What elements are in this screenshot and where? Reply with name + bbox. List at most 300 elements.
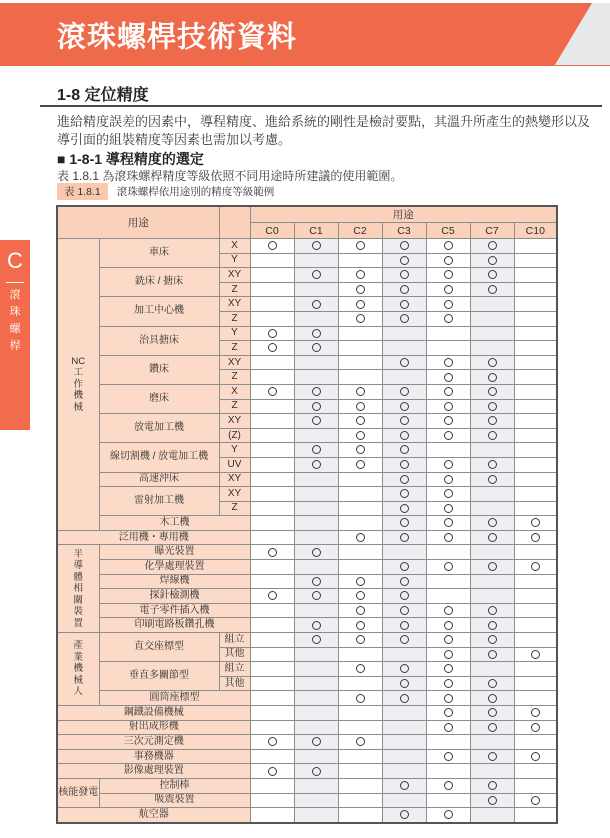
grade-cell-C0 [250, 808, 294, 823]
grade-cell-C10 [514, 618, 557, 633]
recommended-circle-mark [268, 591, 277, 600]
recommended-circle-mark [400, 810, 409, 819]
recommended-circle-mark [356, 270, 365, 279]
grade-cell-C3 [382, 778, 426, 793]
recommended-circle-mark [444, 664, 453, 673]
grade-cell-C3 [382, 633, 426, 648]
recommended-circle-mark [488, 402, 497, 411]
grade-cell-C0 [250, 545, 294, 560]
row-label: (Z) [219, 428, 250, 443]
grade-cell-C10 [514, 749, 557, 764]
recommended-circle-mark [488, 635, 497, 644]
row-label: 雷射加工機 [99, 487, 219, 516]
recommended-circle-mark [400, 679, 409, 688]
recommended-circle-mark [444, 489, 453, 498]
recommended-circle-mark [312, 737, 321, 746]
recommended-circle-mark [312, 591, 321, 600]
grade-cell-C1 [294, 516, 338, 531]
grade-cell-C1 [294, 749, 338, 764]
grade-cell-C10 [514, 282, 557, 297]
grade-cell-C10 [514, 676, 557, 691]
grade-cell-C3 [382, 589, 426, 604]
recommended-circle-mark [400, 518, 409, 527]
subsection-title: ■ 1-8-1 導程精度的選定 [57, 151, 204, 167]
grade-cell-C7 [470, 706, 514, 721]
recommended-circle-mark [488, 373, 497, 382]
grade-cell-C5 [426, 778, 470, 793]
grade-cell-C10 [514, 428, 557, 443]
table-row [57, 749, 557, 764]
row-label: Z [219, 399, 250, 414]
recommended-circle-mark [400, 387, 409, 396]
grade-cell-C7 [470, 574, 514, 589]
grade-cell-C3 [382, 472, 426, 487]
grade-cell-C2 [338, 662, 382, 677]
recommended-circle-mark [356, 314, 365, 323]
table-row [57, 297, 557, 312]
recommended-circle-mark [356, 591, 365, 600]
table-row [57, 384, 557, 399]
grade-cell-C5 [426, 501, 470, 516]
corner-header: 用途 [57, 206, 219, 239]
grade-cell-C1 [294, 472, 338, 487]
grade-cell-C2 [338, 691, 382, 706]
grade-cell-C5 [426, 472, 470, 487]
grade-cell-C0 [250, 633, 294, 648]
row-label: Y [219, 326, 250, 341]
grade-cell-C1 [294, 501, 338, 516]
grade-cell-C2 [338, 633, 382, 648]
table-row [57, 239, 557, 254]
grade-cell-C7 [470, 297, 514, 312]
grade-cell-C5 [426, 735, 470, 750]
grade-cell-C3 [382, 414, 426, 429]
recommended-circle-mark [400, 402, 409, 411]
recommended-circle-mark [312, 621, 321, 630]
grade-cell-C7 [470, 311, 514, 326]
table-row [57, 691, 557, 706]
grade-cell-C1 [294, 778, 338, 793]
grade-cell-C3 [382, 560, 426, 575]
grade-cell-C0 [250, 764, 294, 779]
recommended-circle-mark [400, 533, 409, 542]
grade-cell-C1 [294, 706, 338, 721]
group-label-line: 相 [73, 583, 83, 594]
grade-cell-C1 [294, 793, 338, 808]
recommended-circle-mark [444, 241, 453, 250]
grade-cell-C0 [250, 603, 294, 618]
grade-cell-C1 [294, 443, 338, 458]
table-row [57, 603, 557, 618]
intro-line: 導引面的組裝精度等因素也需加以考慮。 [57, 132, 292, 147]
grade-cell-C7 [470, 457, 514, 472]
grade-column-header-C1: C1 [294, 223, 338, 239]
recommended-circle-mark [312, 387, 321, 396]
chapter-letter: C [7, 248, 23, 273]
grade-cell-C10 [514, 589, 557, 604]
recommended-circle-mark [488, 650, 497, 659]
recommended-circle-mark [400, 358, 409, 367]
row-label: 曝光裝置 [99, 545, 250, 560]
grade-cell-C10 [514, 239, 557, 254]
grade-cell-C7 [470, 808, 514, 823]
row-label: 線切割機 / 放電加工機 [99, 443, 219, 472]
grade-cell-C3 [382, 268, 426, 283]
grade-cell-C0 [250, 443, 294, 458]
grade-cell-C2 [338, 545, 382, 560]
grade-cell-C1 [294, 326, 338, 341]
usage-header: 用途 [250, 206, 557, 223]
row-label: UV [219, 457, 250, 472]
grade-cell-C2 [338, 239, 382, 254]
recommended-circle-mark [400, 562, 409, 571]
recommended-circle-mark [400, 314, 409, 323]
grade-cell-C5 [426, 370, 470, 385]
recommended-circle-mark [356, 285, 365, 294]
recommended-circle-mark [356, 577, 365, 586]
recommended-circle-mark [400, 606, 409, 615]
recommended-circle-mark [312, 300, 321, 309]
recommended-circle-mark [312, 343, 321, 352]
recommended-circle-mark [444, 285, 453, 294]
grade-cell-C7 [470, 720, 514, 735]
table-row [57, 764, 557, 779]
grade-cell-C1 [294, 764, 338, 779]
grade-cell-C0 [250, 414, 294, 429]
grade-cell-C5 [426, 282, 470, 297]
recommended-circle-mark [444, 533, 453, 542]
grade-cell-C0 [250, 268, 294, 283]
row-label: 射出成形機 [57, 720, 250, 735]
row-label: 組立 [219, 633, 250, 648]
grade-cell-C5 [426, 487, 470, 502]
group-label-line: 置 [73, 617, 83, 629]
grade-cell-C1 [294, 239, 338, 254]
recommended-circle-mark [312, 548, 321, 557]
recommended-circle-mark [444, 314, 453, 323]
group-label-line: 作 [73, 378, 83, 390]
table-row [57, 589, 557, 604]
row-label: XY [219, 297, 250, 312]
group-label-line: 體 [73, 571, 83, 583]
recommended-circle-mark [444, 723, 453, 732]
grade-cell-C5 [426, 268, 470, 283]
grade-cell-C5 [426, 253, 470, 268]
grade-cell-C5 [426, 399, 470, 414]
recommended-circle-mark [268, 737, 277, 746]
row-label: 鋼鐵設備機械 [57, 706, 250, 721]
grade-cell-C10 [514, 384, 557, 399]
row-label: 控制棒 [99, 778, 250, 793]
row-label: XY [219, 487, 250, 502]
grade-cell-C7 [470, 662, 514, 677]
row-label: 化學處理裝置 [99, 560, 250, 575]
table-row [57, 618, 557, 633]
recommended-circle-mark [488, 270, 497, 279]
banner-title: 滾珠螺桿技術資料 [57, 21, 298, 53]
grade-cell-C7 [470, 326, 514, 341]
recommended-circle-mark [444, 621, 453, 630]
accuracy-grade-table-wrap [56, 205, 558, 824]
recommended-circle-mark [444, 518, 453, 527]
row-label: 鑽床 [99, 355, 219, 384]
row-label: XY [219, 355, 250, 370]
row-label: 事務機器 [57, 749, 250, 764]
section-title: 1-8 定位精度 [57, 87, 149, 104]
grade-cell-C0 [250, 311, 294, 326]
grade-cell-C3 [382, 647, 426, 662]
grade-cell-C3 [382, 545, 426, 560]
grade-cell-C10 [514, 808, 557, 823]
section-title-rule [40, 105, 602, 107]
recommended-circle-mark [400, 270, 409, 279]
grade-cell-C0 [250, 530, 294, 545]
grade-cell-C0 [250, 735, 294, 750]
grade-cell-C10 [514, 487, 557, 502]
grade-cell-C3 [382, 311, 426, 326]
recommended-circle-mark [400, 504, 409, 513]
grade-cell-C1 [294, 355, 338, 370]
row-label: 吸震裝置 [99, 793, 250, 808]
grade-cell-C7 [470, 691, 514, 706]
grade-cell-C7 [470, 501, 514, 516]
recommended-circle-mark [312, 460, 321, 469]
row-label: 治具搪床 [99, 326, 219, 355]
recommended-circle-mark [312, 329, 321, 338]
group-label-line: 械 [73, 401, 83, 413]
grade-cell-C7 [470, 282, 514, 297]
row-label: 車床 [99, 239, 219, 268]
row-label: 銑床 / 搪床 [99, 268, 219, 297]
grade-cell-C0 [250, 589, 294, 604]
grade-cell-C0 [250, 239, 294, 254]
grade-cell-C10 [514, 662, 557, 677]
grade-cell-C5 [426, 706, 470, 721]
grade-cell-C1 [294, 311, 338, 326]
grade-cell-C10 [514, 472, 557, 487]
axis-column-header [219, 206, 250, 239]
grade-cell-C7 [470, 516, 514, 531]
row-label: 高速沖床 [99, 472, 219, 487]
recommended-circle-mark [488, 562, 497, 571]
recommended-circle-mark [531, 562, 540, 571]
recommended-circle-mark [444, 752, 453, 761]
grade-cell-C1 [294, 384, 338, 399]
recommended-circle-mark [444, 300, 453, 309]
grade-cell-C10 [514, 560, 557, 575]
table-row [57, 414, 557, 429]
grade-cell-C1 [294, 370, 338, 385]
chapter-side-tab [0, 240, 30, 430]
recommended-circle-mark [400, 694, 409, 703]
recommended-circle-mark [444, 358, 453, 367]
row-label: 電子零件插入機 [99, 603, 250, 618]
grade-cell-C10 [514, 355, 557, 370]
group-label-line: 機 [73, 390, 83, 402]
table-row [57, 326, 557, 341]
table-row [57, 778, 557, 793]
recommended-circle-mark [488, 796, 497, 805]
recommended-circle-mark [312, 635, 321, 644]
recommended-circle-mark [444, 650, 453, 659]
grade-cell-C1 [294, 603, 338, 618]
recommended-circle-mark [488, 256, 497, 265]
grade-cell-C2 [338, 560, 382, 575]
table-row [57, 720, 557, 735]
grade-cell-C7 [470, 399, 514, 414]
table-caption [57, 183, 274, 200]
grade-cell-C5 [426, 647, 470, 662]
recommended-circle-mark [356, 694, 365, 703]
recommended-circle-mark [488, 679, 497, 688]
grade-column-header-C5: C5 [426, 223, 470, 239]
row-label: Z [219, 311, 250, 326]
grade-cell-C1 [294, 253, 338, 268]
tab-divider [6, 282, 24, 283]
row-label: 探針檢測機 [99, 589, 250, 604]
grade-cell-C5 [426, 355, 470, 370]
grade-cell-C2 [338, 282, 382, 297]
table-row [57, 662, 557, 677]
grade-cell-C0 [250, 399, 294, 414]
grade-cell-C5 [426, 764, 470, 779]
grade-cell-C2 [338, 603, 382, 618]
recommended-circle-mark [312, 270, 321, 279]
grade-cell-C7 [470, 618, 514, 633]
grade-cell-C0 [250, 560, 294, 575]
grade-cell-C3 [382, 487, 426, 502]
grade-cell-C3 [382, 676, 426, 691]
grade-cell-C0 [250, 384, 294, 399]
banner-corner-decoration [552, 3, 610, 65]
grade-cell-C0 [250, 282, 294, 297]
recommended-circle-mark [488, 431, 497, 440]
grade-cell-C7 [470, 443, 514, 458]
grade-cell-C1 [294, 808, 338, 823]
grade-cell-C1 [294, 574, 338, 589]
recommended-circle-mark [488, 518, 497, 527]
grade-cell-C3 [382, 735, 426, 750]
recommended-circle-mark [400, 591, 409, 600]
grade-cell-C10 [514, 253, 557, 268]
row-label: 圓筒座標型 [99, 691, 250, 706]
grade-cell-C1 [294, 282, 338, 297]
grade-cell-C10 [514, 720, 557, 735]
grade-cell-C1 [294, 676, 338, 691]
grade-cell-C10 [514, 311, 557, 326]
grade-cell-C0 [250, 326, 294, 341]
grade-cell-C2 [338, 326, 382, 341]
recommended-circle-mark [488, 708, 497, 717]
recommended-circle-mark [356, 402, 365, 411]
grade-cell-C3 [382, 341, 426, 356]
grade-cell-C1 [294, 341, 338, 356]
grade-cell-C10 [514, 706, 557, 721]
table-row [57, 268, 557, 283]
recommended-circle-mark [531, 518, 540, 527]
recommended-circle-mark [444, 256, 453, 265]
table-row [57, 516, 557, 531]
grade-cell-C2 [338, 647, 382, 662]
grade-column-header-C3: C3 [382, 223, 426, 239]
row-label: 磨床 [99, 384, 219, 413]
grade-cell-C2 [338, 778, 382, 793]
grade-cell-C2 [338, 574, 382, 589]
grade-cell-C1 [294, 268, 338, 283]
grade-cell-C0 [250, 676, 294, 691]
grade-cell-C1 [294, 589, 338, 604]
recommended-circle-mark [488, 606, 497, 615]
grade-cell-C5 [426, 384, 470, 399]
grade-cell-C10 [514, 370, 557, 385]
grade-cell-C5 [426, 618, 470, 633]
chapter-label-char: 桿 [9, 340, 21, 352]
grade-cell-C3 [382, 720, 426, 735]
grade-cell-C2 [338, 414, 382, 429]
grade-cell-C3 [382, 530, 426, 545]
row-label: 其他 [219, 676, 250, 691]
grade-column-header-C2: C2 [338, 223, 382, 239]
row-label: 泛用機・專用機 [57, 530, 250, 545]
grade-cell-C10 [514, 778, 557, 793]
group-label-line: 機 [73, 663, 83, 675]
grade-cell-C5 [426, 516, 470, 531]
recommended-circle-mark [400, 285, 409, 294]
recommended-circle-mark [400, 577, 409, 586]
recommended-circle-mark [488, 387, 497, 396]
grade-cell-C0 [250, 341, 294, 356]
recommended-circle-mark [312, 577, 321, 586]
grade-cell-C1 [294, 633, 338, 648]
grade-cell-C10 [514, 516, 557, 531]
grade-cell-C1 [294, 457, 338, 472]
grade-cell-C3 [382, 749, 426, 764]
grade-cell-C10 [514, 647, 557, 662]
recommended-circle-mark [488, 358, 497, 367]
grade-cell-C5 [426, 311, 470, 326]
table-row [57, 574, 557, 589]
recommended-circle-mark [531, 752, 540, 761]
recommended-circle-mark [400, 635, 409, 644]
row-label: Y [219, 253, 250, 268]
grade-cell-C10 [514, 633, 557, 648]
recommended-circle-mark [356, 241, 365, 250]
grade-cell-C2 [338, 268, 382, 283]
grade-cell-C5 [426, 428, 470, 443]
recommended-circle-mark [400, 460, 409, 469]
recommended-circle-mark [488, 285, 497, 294]
grade-cell-C0 [250, 501, 294, 516]
grade-cell-C3 [382, 808, 426, 823]
grade-cell-C1 [294, 487, 338, 502]
recommended-circle-mark [444, 431, 453, 440]
grade-cell-C7 [470, 384, 514, 399]
grade-cell-C5 [426, 662, 470, 677]
grade-cell-C0 [250, 618, 294, 633]
recommended-circle-mark [444, 270, 453, 279]
grade-cell-C5 [426, 414, 470, 429]
recommended-circle-mark [268, 329, 277, 338]
grade-cell-C3 [382, 501, 426, 516]
grade-column-header-C7: C7 [470, 223, 514, 239]
grade-cell-C3 [382, 282, 426, 297]
grade-cell-C5 [426, 530, 470, 545]
accuracy-grade-table [56, 205, 558, 824]
recommended-circle-mark [444, 402, 453, 411]
grade-cell-C10 [514, 443, 557, 458]
recommended-circle-mark [444, 562, 453, 571]
row-label: Z [219, 341, 250, 356]
